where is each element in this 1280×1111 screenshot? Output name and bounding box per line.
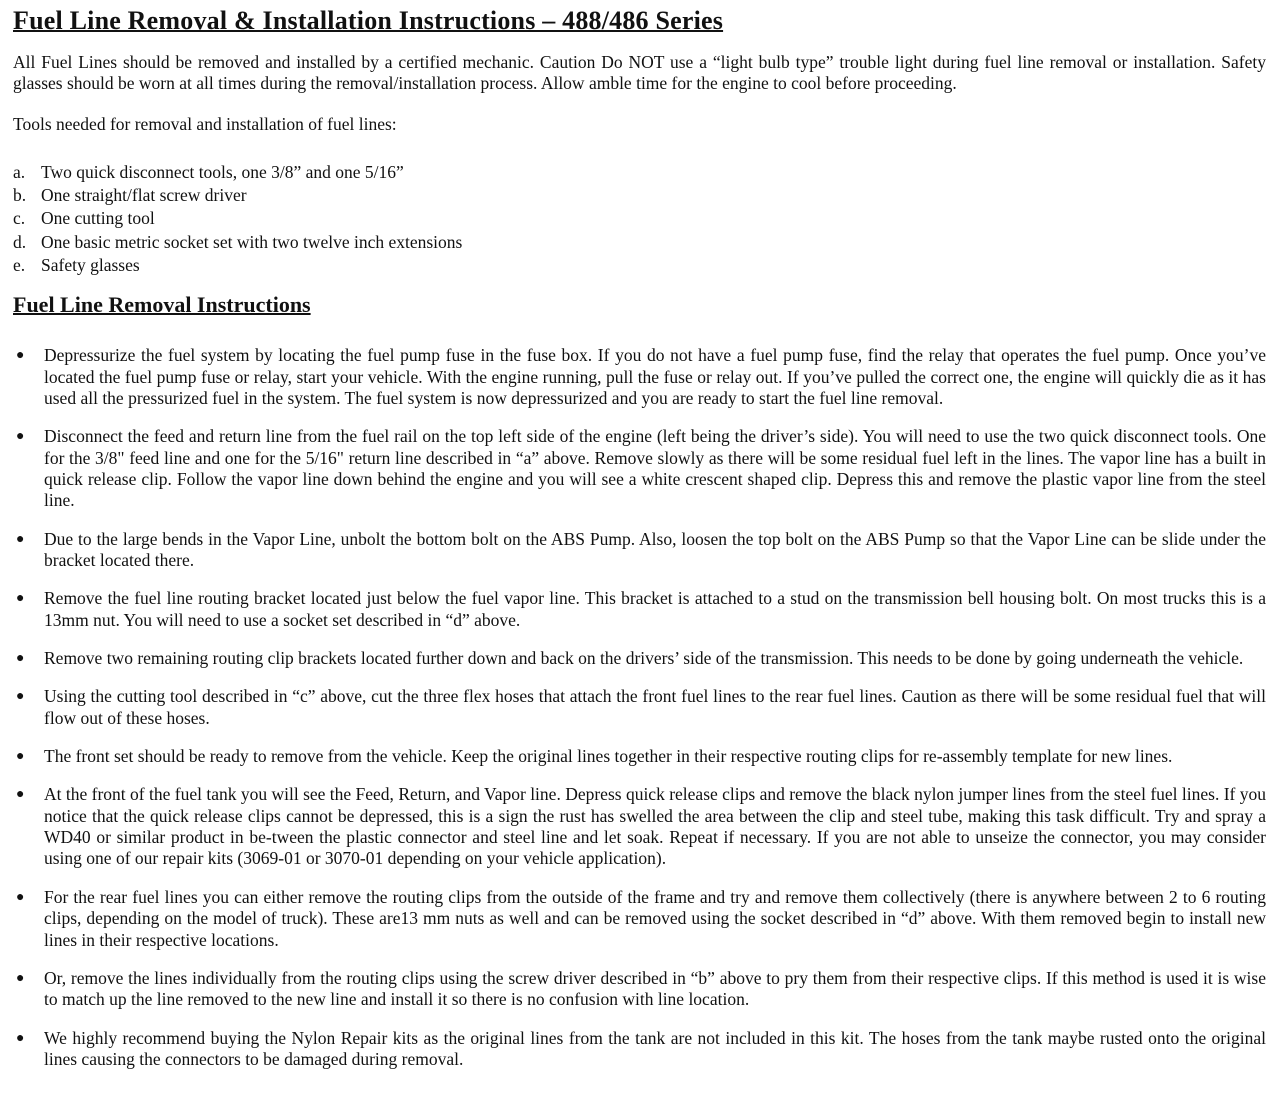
- tool-marker: b.: [13, 185, 27, 206]
- tool-item: [13, 185, 1266, 206]
- bullet-icon: ●: [16, 429, 25, 445]
- tool-item: [13, 232, 1266, 253]
- step-text: We highly recommend buying the Nylon Repair kits as the original lines from the tank are not included in this kit. The hoses from the tank maybe rusted onto the original lines causing the connectors to be damaged during removal.: [44, 1027, 1266, 1069]
- step-text: Remove two remaining routing clip brackets located further down and back on the drivers’ side of the transmission. This needs to be done by going underneath the vehicle.: [44, 648, 1244, 669]
- page-title: Fuel Line Removal & Installation Instructions – 488/486 Series: [13, 6, 724, 35]
- bullet-icon: ●: [16, 970, 25, 986]
- tool-text: Safety glasses: [41, 255, 140, 276]
- bullet-icon: ●: [16, 348, 25, 364]
- step-item: [13, 686, 1266, 729]
- bullet-icon: ●: [16, 531, 25, 547]
- step-text: The front set should be ready to remove from the vehicle. Keep the original lines together in their respective routing clips for re-assembly template for new lines.: [44, 746, 1173, 767]
- tools-intro-paragraph: Tools needed for removal and installation of fuel lines:: [13, 114, 397, 135]
- tool-text: One basic metric socket set with two twelve inch extensions: [41, 231, 463, 252]
- bullet-icon: ●: [16, 591, 25, 607]
- step-item: [13, 529, 1266, 572]
- tool-text: One straight/flat screw driver: [41, 185, 247, 206]
- step-item: [13, 887, 1266, 951]
- step-text: Depressurize the fuel system by locating the fuel pump fuse in the fuse box. If you do not have a fuel pump fuse, find the relay that operates the fuel pump. Once you’ve located the fuel pump fuse or relay, start your vehicle. With the engine running, pull the fuse or relay out. If you’ve pulled the correct one, the engine will quickly die as it has used all the pressurized fuel in the system. The fuel system is now depressurized and you are ready to start the fuel line removal.: [44, 345, 1266, 408]
- tool-item: [13, 162, 1266, 183]
- bullet-icon: ●: [16, 651, 25, 667]
- bullet-icon: ●: [16, 1030, 25, 1046]
- step-text: At the front of the fuel tank you will see the Feed, Return, and Vapor line. Depress quick release clips and remove the black nylon jumper lines from the steel fuel lines. If you notice that the quick release clips cannot be depressed, this is a sign the rust has swelled the area between the clip and steel tube, making this task difficult. Try and spray a WD40 or similar product in be-tween the plastic connector and steel line and let soak. Repeat if necessary. If you are not able to unseize the connector, you may consider using one of our repair kits (3069-01 or 3070-01 depending on your vehicle application).: [44, 784, 1266, 869]
- step-item: [13, 648, 1266, 669]
- tools-list: [13, 162, 1266, 277]
- tool-marker: a.: [13, 161, 26, 182]
- step-text: Using the cutting tool described in “c” above, cut the three flex hoses that attach the front fuel lines to the rear fuel lines. Caution as there will be some residual fuel that will flow out of these hoses.: [44, 686, 1266, 728]
- step-item: [13, 1028, 1266, 1071]
- step-item: [13, 426, 1266, 511]
- step-text: Remove the fuel line routing bracket located just below the fuel vapor line. This bracket is attached to a stud on the transmission bell housing bolt. On most trucks this is a 13mm nut. You will need to use a socket set described in “d” above.: [44, 588, 1266, 630]
- document-page: [13, 5, 1266, 1070]
- bullet-icon: ●: [16, 787, 25, 803]
- bullet-icon: ●: [16, 689, 25, 705]
- bullet-icon: ●: [16, 749, 25, 765]
- tool-text: Two quick disconnect tools, one 3/8” and one 5/16”: [41, 161, 404, 182]
- bullet-icon: ●: [16, 889, 25, 905]
- tool-marker: e.: [13, 255, 26, 276]
- step-text: Or, remove the lines individually from the routing clips using the screw driver described in “b” above to pry them from their respective clips. If this method is used it is wise to match up the line removed to the new line and install it so there is no confusion with line location.: [44, 967, 1266, 1010]
- step-item: [13, 968, 1266, 1011]
- intro-paragraph: All Fuel Lines should be removed and installed by a certified mechanic. Caution Do NOT use a “light bulb type” trouble light during fuel line removal or installation. Safety glasses should be worn at all times during the removal/installation process. Allow amble time for the engine to cool before proceeding.: [13, 51, 1266, 94]
- tool-text: One cutting tool: [41, 208, 155, 229]
- steps-list: [13, 345, 1266, 1070]
- step-item: [13, 746, 1266, 767]
- step-text: Due to the large bends in the Vapor Line, unbolt the bottom bolt on the ABS Pump. Also, loosen the top bolt on the ABS Pump so that the Vapor Line can be slide under the bracket located there.: [44, 528, 1266, 571]
- step-item: [13, 345, 1266, 409]
- tool-item: [13, 208, 1266, 229]
- step-item: [13, 588, 1266, 631]
- tool-marker: c.: [13, 208, 26, 229]
- step-text: For the rear fuel lines you can either remove the routing clips from the outside of the frame and try and remove them collectively (there is anywhere between 2 to 6 routing clips, depending on the model of truck). These are13 mm nuts as well and can be removed using the socket described in “d” above. With them removed begin to install new lines in their respective locations.: [44, 886, 1266, 950]
- section-heading: Fuel Line Removal Instructions: [13, 292, 311, 318]
- step-item: [13, 784, 1266, 869]
- tool-item: [13, 255, 1266, 276]
- step-text: Disconnect the feed and return line from the fuel rail on the top left side of the engine (left being the driver’s side). You will need to use the two quick disconnect tools. One for the 3/8" feed line and one for the 5/16" return line described in “a” above. Remove slowly as there will be some residual fuel left in the lines. The vapor line has a built in quick release clip. Follow the vapor line down behind the engine and you will see a white crescent shaped clip. Depress this and remove the plastic vapor line from the steel line.: [44, 426, 1266, 511]
- tool-marker: d.: [13, 231, 27, 252]
